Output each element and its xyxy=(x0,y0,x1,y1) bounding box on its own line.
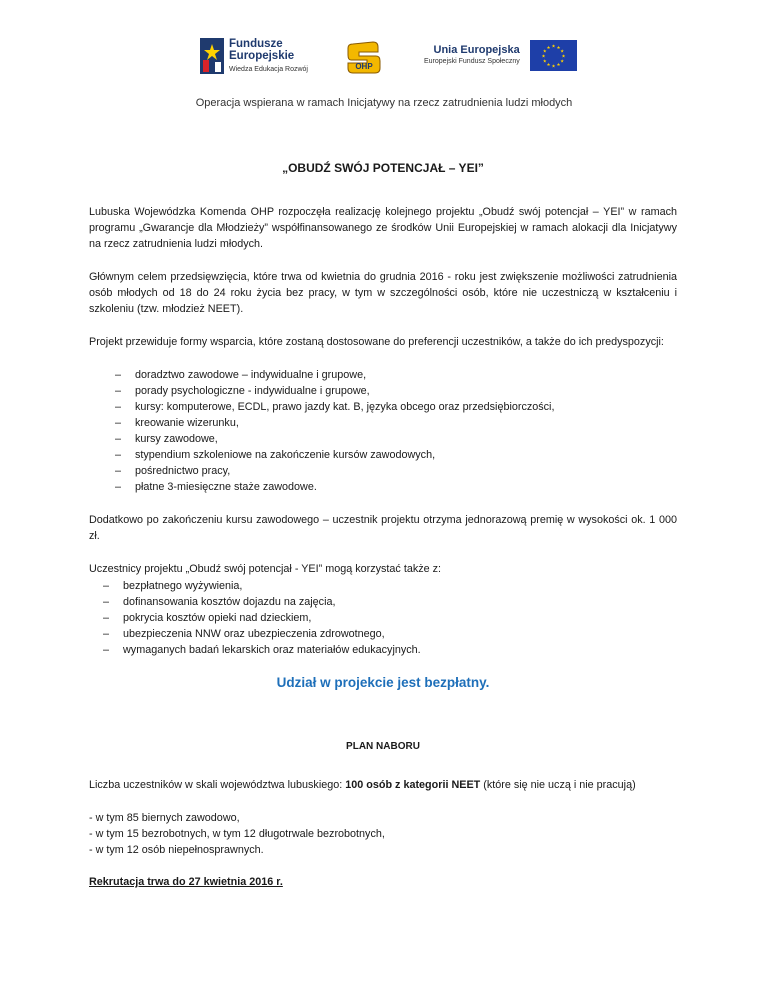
support-intro-paragraph: Projekt przewiduje formy wsparcia, które zostaną dostosowane do preferencji uczestników, a także do ich predyspozycji: xyxy=(89,336,664,348)
svg-text:★: ★ xyxy=(561,54,566,60)
ohp-logo xyxy=(345,38,383,76)
fe-line1: Fundusze xyxy=(229,38,283,50)
unia-europejska-logo xyxy=(424,40,577,71)
benefits-list xyxy=(89,578,677,658)
benefits-intro-paragraph: Uczestnicy projektu „Obudź swój potencjał - YEI” mogą korzystać także z: xyxy=(89,563,442,575)
list-item: – pośrednictwo pracy, xyxy=(89,463,677,479)
list-item: – kursy zawodowe, xyxy=(89,431,677,447)
bonus-paragraph: Dodatkowo po zakończeniu kursu zawodowego – uczestnik projektu otrzyma jednorazową premię w wysokości ok. 1 000 zł. xyxy=(89,514,677,542)
list-item: – dofinansowania kosztów dojazdu na zajęcia, xyxy=(89,594,677,610)
rekrutacja-deadline: Rekrutacja trwa do 27 kwietnia 2016 r. xyxy=(89,876,283,888)
document-title: „OBUDŹ SWÓJ POTENCJAŁ – YEI” xyxy=(282,161,484,175)
support-list xyxy=(89,367,677,495)
svg-text:★: ★ xyxy=(542,49,547,55)
list-item: – kursy: komputerowe, ECDL, prawo jazdy kat. B, języka obcego oraz przedsiębiorczości, xyxy=(89,399,677,415)
list-item: – stypendium szkoleniowe na zakończenie kursów zawodowych, xyxy=(89,447,677,463)
participants-breakdown xyxy=(89,810,677,858)
svg-text:★: ★ xyxy=(559,59,564,65)
svg-text:★: ★ xyxy=(541,54,546,60)
list-item: – wymaganych badań lekarskich oraz materiałów edukacyjnych. xyxy=(89,642,677,658)
list-item: – płatne 3-miesięczne staże zawodowe. xyxy=(89,479,677,495)
document-body xyxy=(89,160,677,890)
goal-paragraph: Głównym celem przedsięwzięcia, które trwa od kwietnia do grudnia 2016 - roku jest zwiększenie możliwości zatrudnienia osób młodych od 18 do 24 roku życia bez pracy, w tym w szczególności osób, które nie uczestniczą w kształceniu i szkoleniu (tzw. młodzież NEET). xyxy=(89,271,677,315)
breakdown-line: - w tym 85 biernych zawodowo, xyxy=(89,812,240,824)
eu-flag-icon xyxy=(530,40,577,71)
ue-line1: Unia Europejska xyxy=(433,43,520,56)
svg-text:★: ★ xyxy=(556,63,561,69)
fundusze-europejskie-star-icon xyxy=(200,38,224,74)
logo-bar xyxy=(0,36,768,80)
svg-text:★: ★ xyxy=(556,45,561,51)
list-item: – pokrycia kosztów opieki nad dzieckiem, xyxy=(89,610,677,626)
list-item: – doradztwo zawodowe – indywidualne i grupowe, xyxy=(89,367,677,383)
ohp-logo-text: OHP xyxy=(355,62,373,71)
breakdown-line: - w tym 12 osób niepełnosprawnych. xyxy=(89,844,264,856)
list-item: – porady psychologiczne - indywidualne i grupowe, xyxy=(89,383,677,399)
fe-line3: Wiedza Edukacja Rozwój xyxy=(229,66,308,73)
svg-text:★: ★ xyxy=(551,64,556,70)
list-item: – bezpłatnego wyżywienia, xyxy=(89,578,677,594)
list-item: – kreowanie wizerunku, xyxy=(89,415,677,431)
breakdown-line: - w tym 15 bezrobotnych, w tym 12 długotrwale bezrobotnych, xyxy=(89,828,385,840)
svg-text:★: ★ xyxy=(546,63,551,69)
ue-line2: Europejski Fundusz Społeczny xyxy=(424,57,520,65)
plan-naboru-heading: PLAN NABORU xyxy=(346,741,420,752)
operacja-caption: Operacja wspierana w ramach Inicjatywy na rzecz zatrudnienia ludzi młodych xyxy=(195,97,573,109)
fundusze-europejskie-logo xyxy=(200,38,308,76)
free-participation-notice: Udział w projekcie jest bezpłatny. xyxy=(276,675,490,690)
participants-count: 100 osób z kategorii NEET xyxy=(345,779,481,791)
participants-suffix: (które się nie uczą i nie pracują) xyxy=(480,779,636,791)
svg-text:★: ★ xyxy=(546,45,551,51)
list-item: – ubezpieczenia NNW oraz ubezpieczenia zdrowotnego, xyxy=(89,626,677,642)
svg-text:★: ★ xyxy=(559,49,564,55)
participants-prefix: Liczba uczestników w skali województwa lubuskiego: xyxy=(89,779,346,791)
participants-paragraph xyxy=(89,777,677,793)
intro-paragraph: Lubuska Wojewódzka Komenda OHP rozpoczęła realizację kolejnego projektu „Obudź swój potencjał – YEI” w ramach programu „Gwarancje dla Młodzieży” współfinansowanego ze środków Unii Europejskiej w ramach alokacji dla Inicjatywy na rzecz zatrudnienia ludzi młodych. xyxy=(89,206,677,250)
fe-line2: Europejskie xyxy=(229,50,295,62)
svg-text:★: ★ xyxy=(542,59,547,65)
svg-text:★: ★ xyxy=(551,44,556,50)
